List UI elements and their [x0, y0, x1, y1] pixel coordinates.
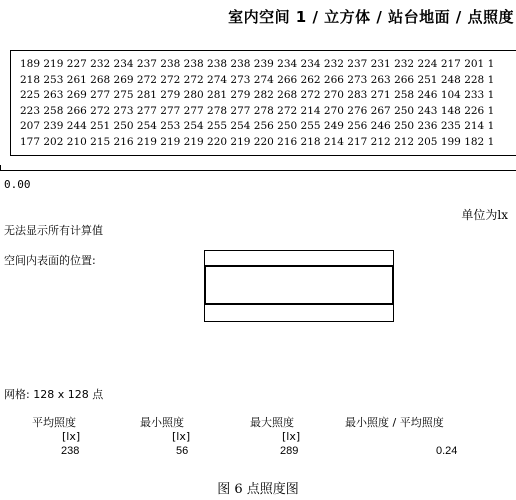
min-illuminance-label: 最小照度	[140, 416, 184, 429]
illuminance-value-grid	[10, 50, 516, 156]
grid-row: 189 219 227 232 234 237 238 238 238 238 239 234 234 232 237 231 232 224 217 201 1	[20, 58, 495, 70]
page-title: 室内空间 1 / 立方体 / 站台地面 / 点照度	[228, 8, 514, 26]
figure-caption: 图 6 点照度图	[217, 482, 299, 497]
surface-position-label: 空间内表面的位置:	[4, 254, 96, 267]
values-note: 无法显示所有计算值	[4, 224, 103, 237]
unit-label: 单位为lx	[461, 208, 508, 222]
scale-line	[0, 170, 516, 171]
avg-unit: [lx]	[62, 430, 81, 443]
max-value: 289	[280, 445, 299, 457]
scale-value: 0.00	[4, 178, 31, 191]
grid-row: 223 258 266 272 273 277 277 277 278 277 278 272 214 270 276 267 250 243 148 226 1	[20, 104, 495, 117]
surface-diagram-top	[204, 250, 394, 266]
avg-illuminance-label: 平均照度	[32, 416, 76, 429]
grid-row: 177 202 210 215 216 219 219 219 220 219 220 216 218 214 217 212 212 205 199 182 1	[20, 135, 495, 148]
grid-row: 225 263 269 277 275 281 279 280 281 279 282 268 272 270 283 271 258 246 104 233 1	[20, 89, 495, 101]
grid-row: 207 239 244 251 250 254 253 254 255 254 256 250 255 249 256 246 250 236 235 214 1	[20, 120, 495, 132]
grid-size: 网格: 128 x 128 点	[4, 388, 104, 401]
surface-diagram-bottom	[204, 304, 394, 322]
max-unit: [lx]	[282, 430, 301, 443]
surface-diagram-highlight	[204, 265, 394, 305]
avg-value: 238	[61, 445, 80, 457]
min-value: 56	[176, 445, 189, 457]
max-illuminance-label: 最大照度	[250, 416, 294, 429]
ratio-value: 0.24	[436, 445, 458, 457]
ratio-label: 最小照度 / 平均照度	[345, 416, 444, 429]
grid-row: 218 253 261 268 269 272 272 272 274 273 274 266 262 266 273 263 266 251 248 228 1	[20, 73, 495, 86]
min-unit: [lx]	[172, 430, 191, 443]
